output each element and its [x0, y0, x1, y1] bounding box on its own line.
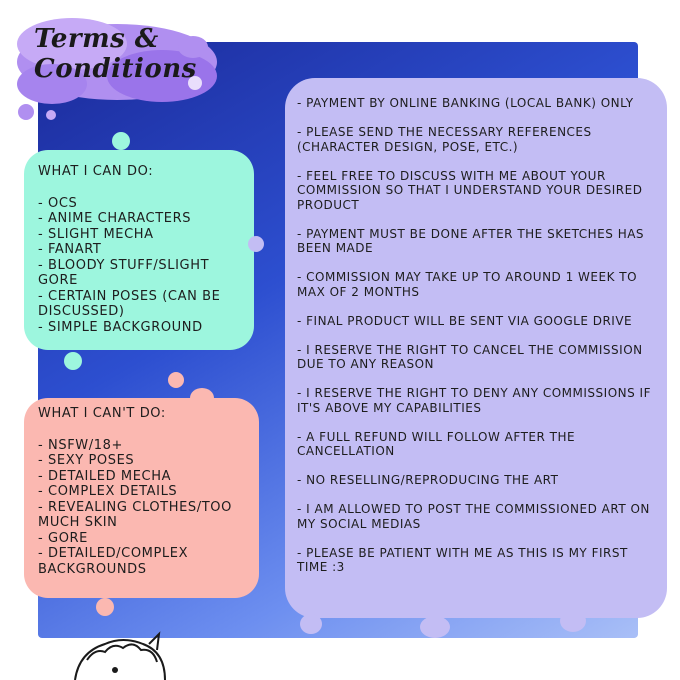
list-item: - COMPLEX DETAILS	[38, 484, 178, 499]
list-item: - SLIGHT MECHA	[38, 226, 154, 242]
decor-bubble	[420, 616, 450, 638]
character-doodle-icon	[65, 630, 175, 680]
term-item: - A FULL REFUND WILL FOLLOW AFTER THE CANCELLATION	[297, 429, 576, 458]
list-item: - CERTAIN POSES (CAN BE DISCUSSED)	[38, 288, 221, 319]
decor-bubble	[64, 352, 82, 370]
decor-bubble	[560, 610, 586, 632]
cant-do-list	[38, 406, 256, 577]
decor-bubble	[168, 372, 184, 388]
term-item: - COMMISSION MAY TAKE UP TO AROUND 1 WEEK TO MAX OF 2 MONTHS	[297, 270, 638, 299]
list-item: - SIMPLE BACKGROUND	[38, 319, 203, 335]
list-item: - GORE	[38, 530, 88, 546]
term-item: - I RESERVE THE RIGHT TO DENY ANY COMMISSIONS IF IT'S ABOVE MY CAPABILITIES	[297, 386, 651, 415]
term-item: - FINAL PRODUCT WILL BE SENT VIA GOOGLE DRIVE	[297, 313, 633, 328]
cant-do-heading: WHAT I CAN'T DO:	[38, 406, 166, 421]
term-item: - PLEASE SEND THE NECESSARY REFERENCES (CHARACTER DESIGN, POSE, ETC.)	[297, 125, 592, 154]
list-item: - ANIME CHARACTERS	[38, 211, 192, 226]
term-item: - I AM ALLOWED TO POST THE COMMISSIONED ART ON MY SOCIAL MEDIAS	[297, 502, 650, 531]
decor-bubble	[46, 110, 56, 120]
term-item: - PLEASE BE PATIENT WITH ME AS THIS IS MY FIRST TIME :3	[297, 545, 628, 574]
term-item: - FEEL FREE TO DISCUSS WITH ME ABOUT YOUR COMMISSION SO THAT I UNDERSTAND YOUR DESIRED PRODUCT	[297, 168, 643, 212]
can-do-heading: WHAT I CAN DO:	[38, 164, 154, 179]
list-item: - OCS	[38, 195, 78, 211]
term-item: - PAYMENT BY ONLINE BANKING (LOCAL BANK) ONLY	[297, 96, 634, 110]
list-item: - REVEALING CLOTHES/TOO MUCH SKIN	[38, 499, 232, 530]
list-item: - NSFW/18+	[38, 437, 123, 453]
list-item: - SEXY POSES	[38, 453, 135, 468]
can-do-list	[38, 164, 250, 335]
list-item: - BLOODY STUFF/SLIGHT GORE	[38, 257, 210, 288]
title-line-1: Terms &	[34, 24, 159, 54]
decor-bubble	[112, 132, 130, 150]
term-item: - I RESERVE THE RIGHT TO CANCEL THE COMMISSION DUE TO ANY REASON	[297, 342, 643, 371]
list-item: - DETAILED/COMPLEX BACKGROUNDS	[38, 546, 189, 577]
decor-bubble	[96, 598, 114, 616]
decor-bubble	[300, 614, 322, 634]
terms-list	[297, 96, 662, 589]
decor-bubble	[190, 388, 214, 408]
list-item: - DETAILED MECHA	[38, 468, 172, 484]
decor-bubble	[248, 236, 264, 252]
title-line-2: Conditions	[34, 54, 197, 84]
term-item: - NO RESELLING/REPRODUCING THE ART	[297, 473, 559, 487]
page-title	[34, 24, 197, 84]
list-item: - FANART	[38, 242, 102, 257]
term-item: - PAYMENT MUST BE DONE AFTER THE SKETCHES HAS BEEN MADE	[297, 226, 645, 255]
decor-bubble	[18, 104, 34, 120]
